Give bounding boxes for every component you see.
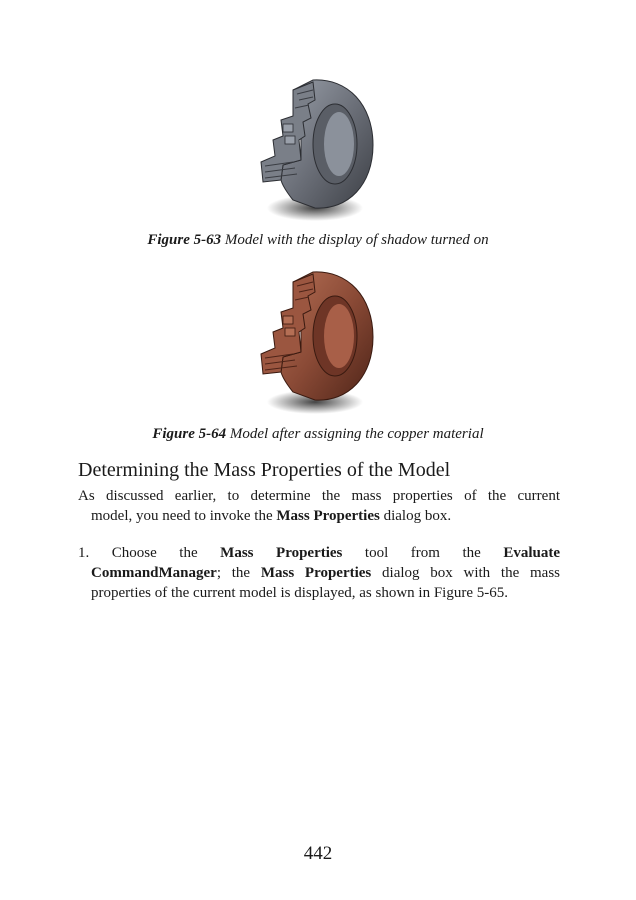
figure-caption-text: Model after assigning the copper material: [229, 426, 484, 442]
figure-5-63: [0, 70, 636, 230]
figure-number: Figure 5-64: [152, 426, 227, 442]
text-run: ; the: [216, 565, 261, 581]
section-heading: Determining the Mass Properties of the Model: [78, 459, 451, 481]
shadowed-part-image: [253, 70, 383, 230]
step-number: 1.: [78, 545, 90, 561]
text-run: dialog box with the mass: [371, 565, 560, 581]
bold-term: CommandManager: [91, 565, 217, 581]
figure-caption: [0, 231, 636, 249]
paragraph-line: properties of the current model is displayed, as shown in Figure 5-65.: [91, 585, 508, 601]
figure-caption: [0, 425, 636, 443]
paragraph-line: [78, 543, 560, 563]
text-run: Choose the: [89, 545, 221, 561]
bold-term: Mass Properties: [260, 565, 372, 581]
bold-term: Mass Properties: [276, 508, 380, 524]
text-run: model, you need to invoke the: [91, 508, 277, 524]
paragraph-line: [78, 506, 560, 526]
figure-5-64: [0, 262, 636, 422]
step-1: [78, 543, 560, 603]
paragraph-line: [78, 563, 560, 583]
bold-term: Evaluate: [503, 545, 561, 561]
page-number: 442: [303, 843, 333, 864]
copper-part-image: [253, 262, 383, 422]
intro-paragraph: [78, 486, 560, 526]
paragraph-line: As discussed earlier, to determine the mass properties of the current: [78, 488, 560, 504]
text-run: tool from the: [342, 545, 504, 561]
figure-number: Figure 5-63: [147, 232, 222, 248]
text-run: dialog box.: [379, 508, 452, 524]
figure-caption-text: Model with the display of shadow turned on: [224, 232, 489, 248]
bold-term: Mass Properties: [220, 545, 343, 561]
